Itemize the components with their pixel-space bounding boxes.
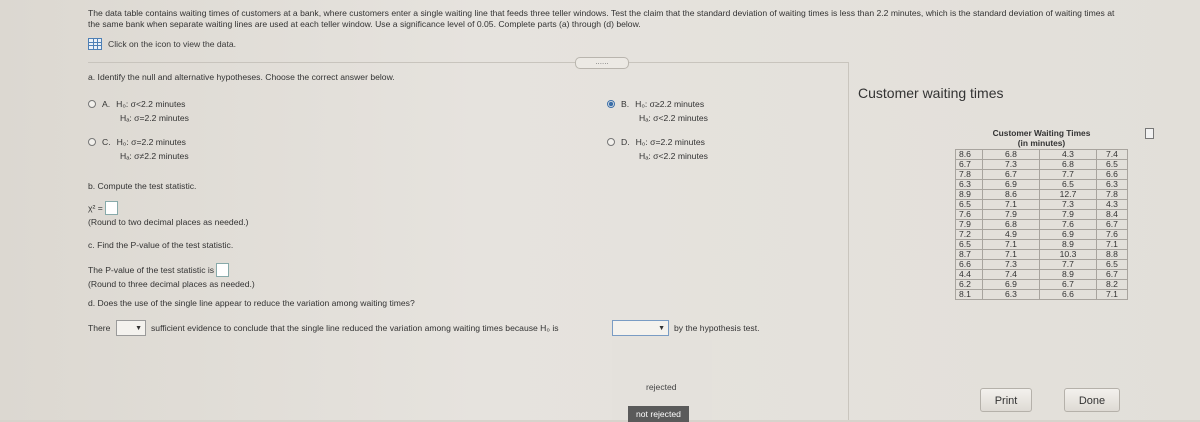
radio-b[interactable] xyxy=(607,100,615,108)
table-row xyxy=(956,150,1128,160)
radio-d[interactable] xyxy=(607,138,615,146)
table-cell: 6.9 xyxy=(983,180,1040,190)
table-cell: 8.1 xyxy=(956,290,983,300)
view-data-label[interactable]: Click on the icon to view the data. xyxy=(108,39,237,49)
table-cell: 6.2 xyxy=(956,280,983,290)
option-a[interactable] xyxy=(88,97,189,125)
table-cell: 8.6 xyxy=(983,190,1040,200)
part-c-prompt: c. Find the P-value of the test statistic. xyxy=(88,240,234,250)
table-cell: 6.6 xyxy=(1040,290,1097,300)
option-b-h0: H₀: σ≥2.2 minutes xyxy=(635,99,705,109)
expand-more-button[interactable]: ...... xyxy=(575,57,629,69)
table-cell: 6.6 xyxy=(1097,170,1128,180)
table-row xyxy=(956,190,1128,200)
table-cell: 6.9 xyxy=(1040,230,1097,240)
table-cell: 6.7 xyxy=(1040,280,1097,290)
view-data-link[interactable] xyxy=(88,38,236,50)
option-a-letter: A. xyxy=(102,99,111,109)
menu-option-not-rejected[interactable]: not rejected xyxy=(628,406,689,422)
problem-intro: The data table contains waiting times of customers at a bank, where customers enter a single waiting line that feeds three teller windows. Test the claim that the standard deviation of waiting times is less than 2.2 minutes, which is the standard deviation of waiting times at the same bank when separate waiting lines are used at each teller window. Use a significance level of 0.05. Complete parts (a) through (d) below. xyxy=(88,8,1115,29)
table-cell: 6.3 xyxy=(983,290,1040,300)
table-cell: 6.7 xyxy=(1097,270,1128,280)
option-d-letter: D. xyxy=(621,137,630,147)
table-cell: 7.9 xyxy=(983,210,1040,220)
radio-c[interactable] xyxy=(88,138,96,146)
table-row xyxy=(956,250,1128,260)
table-cell: 4.9 xyxy=(983,230,1040,240)
table-row xyxy=(956,270,1128,280)
table-cell: 7.2 xyxy=(956,230,983,240)
option-a-h0: H₀: σ<2.2 minutes xyxy=(116,99,186,109)
part-d-there: There xyxy=(88,323,111,333)
table-cell: 7.6 xyxy=(1097,230,1128,240)
table-cell: 7.1 xyxy=(1097,290,1128,300)
table-cell: 4.3 xyxy=(1040,150,1097,160)
table-cell: 6.9 xyxy=(983,280,1040,290)
table-cell: 7.1 xyxy=(983,250,1040,260)
option-c-ha: Hₐ: σ≠2.2 minutes xyxy=(120,151,189,161)
table-cell: 4.4 xyxy=(956,270,983,280)
chi-square-row xyxy=(88,201,118,215)
section-divider xyxy=(88,62,848,63)
waiting-times-table xyxy=(955,128,1128,300)
table-cell: 8.7 xyxy=(956,250,983,260)
table-cell: 7.8 xyxy=(1097,190,1128,200)
option-c[interactable] xyxy=(88,135,189,163)
panel-title: Customer waiting times xyxy=(858,85,1004,101)
table-row xyxy=(956,210,1128,220)
table-cell: 7.6 xyxy=(956,210,983,220)
chevron-down-icon: ▼ xyxy=(658,325,665,332)
table-cell: 8.6 xyxy=(956,150,983,160)
chi-square-input[interactable] xyxy=(105,201,118,215)
table-cell: 6.3 xyxy=(1097,180,1128,190)
reject-dropdown[interactable] xyxy=(612,320,669,336)
table-cell: 7.4 xyxy=(1097,150,1128,160)
option-b-letter: B. xyxy=(621,99,630,109)
p-value-label: The P-value of the test statistic is xyxy=(88,265,215,275)
table-cell: 8.4 xyxy=(1097,210,1128,220)
part-d-end: by the hypothesis test. xyxy=(674,323,760,333)
panel-divider xyxy=(848,62,849,420)
chi-square-label: χ² = xyxy=(88,203,103,213)
table-cell: 7.1 xyxy=(983,200,1040,210)
radio-a[interactable] xyxy=(88,100,96,108)
table-cell: 7.7 xyxy=(1040,170,1097,180)
table-cell: 6.5 xyxy=(1097,260,1128,270)
table-cell: 7.1 xyxy=(1097,240,1128,250)
chevron-down-icon: ▼ xyxy=(135,325,142,332)
done-button[interactable]: Done xyxy=(1064,388,1120,412)
table-cell: 8.8 xyxy=(1097,250,1128,260)
option-c-h0: H₀: σ=2.2 minutes xyxy=(116,137,186,147)
table-cell: 6.5 xyxy=(956,240,983,250)
table-cell: 7.9 xyxy=(956,220,983,230)
table-cell: 6.6 xyxy=(956,260,983,270)
table-cell: 7.9 xyxy=(1040,210,1097,220)
table-cell: 8.9 xyxy=(956,190,983,200)
table-cell: 7.6 xyxy=(1040,220,1097,230)
table-cell: 7.3 xyxy=(983,160,1040,170)
table-row xyxy=(956,230,1128,240)
option-c-letter: C. xyxy=(102,137,111,147)
table-cell: 6.3 xyxy=(956,180,983,190)
option-b-ha: Hₐ: σ<2.2 minutes xyxy=(639,113,708,123)
copy-icon[interactable] xyxy=(1145,128,1154,139)
table-cell: 7.4 xyxy=(983,270,1040,280)
table-cell: 8.9 xyxy=(1040,240,1097,250)
part-d-prompt: d. Does the use of the single line appear to reduce the variation among waiting times? xyxy=(88,298,415,308)
table-row xyxy=(956,260,1128,270)
table-cell: 8.9 xyxy=(1040,270,1097,280)
table-row xyxy=(956,180,1128,190)
table-row xyxy=(956,160,1128,170)
table-cell: 7.3 xyxy=(1040,200,1097,210)
table-cell: 8.2 xyxy=(1097,280,1128,290)
table-cell: 6.5 xyxy=(1097,160,1128,170)
table-cell: 7.8 xyxy=(956,170,983,180)
evidence-dropdown[interactable] xyxy=(116,320,146,336)
table-row xyxy=(956,240,1128,250)
part-b-prompt: b. Compute the test statistic. xyxy=(88,181,197,191)
option-d-ha: Hₐ: σ<2.2 minutes xyxy=(639,151,708,161)
table-icon[interactable] xyxy=(88,38,102,50)
table-caption-line1: Customer Waiting Times xyxy=(992,128,1091,138)
print-button[interactable]: Print xyxy=(980,388,1032,412)
option-a-ha: Hₐ: σ=2.2 minutes xyxy=(120,113,189,123)
table-cell: 6.7 xyxy=(956,160,983,170)
table-cell: 6.7 xyxy=(983,170,1040,180)
table-cell: 6.8 xyxy=(983,220,1040,230)
p-value-row xyxy=(88,263,229,277)
p-value-input[interactable] xyxy=(216,263,229,277)
option-d[interactable] xyxy=(607,135,708,163)
table-cell: 6.5 xyxy=(1040,180,1097,190)
table-cell: 6.8 xyxy=(983,150,1040,160)
table-row xyxy=(956,200,1128,210)
option-b[interactable] xyxy=(607,97,708,125)
table-cell: 4.3 xyxy=(1097,200,1128,210)
table-cell: 12.7 xyxy=(1040,190,1097,200)
part-a-prompt: a. Identify the null and alternative hypotheses. Choose the correct answer below. xyxy=(88,72,395,82)
option-d-h0: H₀: σ=2.2 minutes xyxy=(635,137,705,147)
table-cell: 7.1 xyxy=(983,240,1040,250)
part-b-note: (Round to two decimal places as needed.) xyxy=(88,217,249,227)
table-cell: 6.8 xyxy=(1040,160,1097,170)
menu-option-rejected[interactable]: rejected xyxy=(646,382,677,392)
table-caption-line2: (in minutes) xyxy=(1017,138,1066,148)
table-row xyxy=(956,280,1128,290)
part-d-middle: sufficient evidence to conclude that the single line reduced the variation among waiting times because H₀ is xyxy=(151,323,559,333)
table-row xyxy=(956,170,1128,180)
table-cell: 7.7 xyxy=(1040,260,1097,270)
table-cell: 7.3 xyxy=(983,260,1040,270)
part-c-note: (Round to three decimal places as needed.) xyxy=(88,279,255,289)
table-cell: 6.5 xyxy=(956,200,983,210)
table-caption xyxy=(955,128,1128,149)
table-row xyxy=(956,220,1128,230)
table-cell: 6.7 xyxy=(1097,220,1128,230)
table-cell: 10.3 xyxy=(1040,250,1097,260)
table-row xyxy=(956,290,1128,300)
